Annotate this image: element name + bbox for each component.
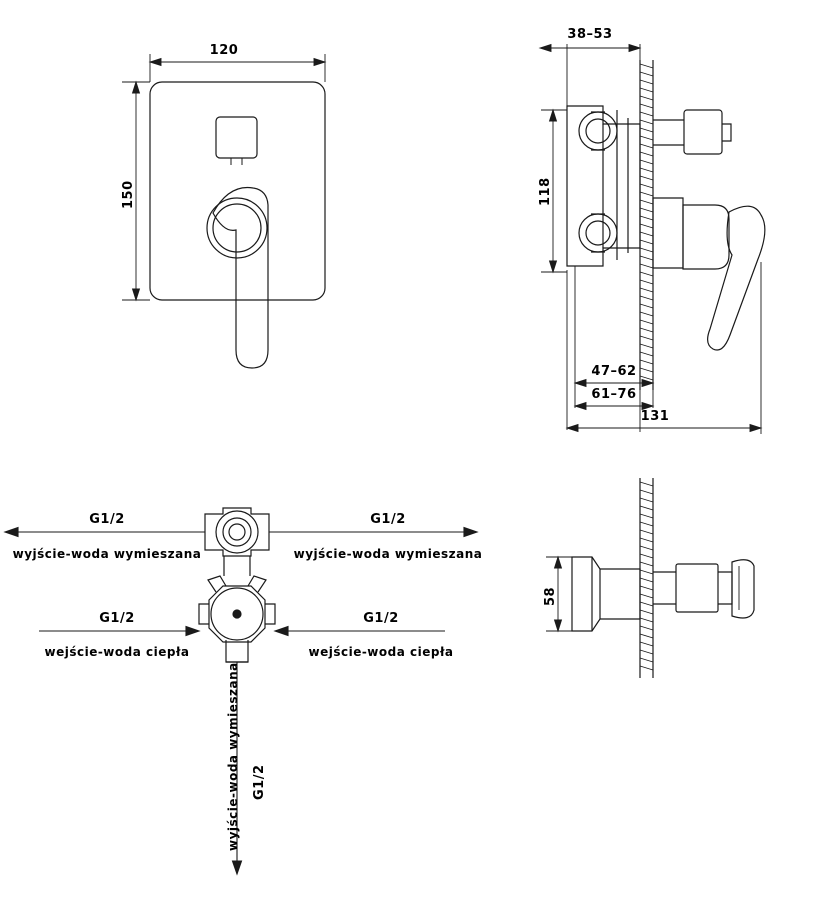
plumbing-schematic-geometry bbox=[199, 508, 275, 662]
port-label-inlet-left: wejście-woda ciepła bbox=[44, 645, 190, 659]
front-width-dimension-label: 120 bbox=[209, 43, 239, 58]
side-wall-depth-dimension-label: 38–53 bbox=[567, 27, 613, 42]
bottom-diverter-height-dimension-label: 58 bbox=[543, 586, 558, 606]
side-view-geometry bbox=[567, 60, 765, 390]
bottom-view-geometry bbox=[572, 478, 754, 678]
side-total-depth-dimension-label: 131 bbox=[640, 409, 670, 424]
front-view-geometry bbox=[150, 82, 325, 368]
front-view-dimensions bbox=[122, 54, 325, 300]
port-thread-outlet-right: G1/2 bbox=[370, 512, 406, 527]
side-outer-depth-dimension-label: 61–76 bbox=[591, 387, 637, 402]
port-label-outlet-right: wyjście-woda wymieszana bbox=[293, 547, 483, 561]
port-label-inlet-right: wejście-woda ciepła bbox=[308, 645, 454, 659]
port-label-outlet-left: wyjście-woda wymieszana bbox=[12, 547, 202, 561]
plumbing-flow-arrows bbox=[5, 528, 477, 875]
port-label-outlet-bottom: wyjście-woda wymieszana bbox=[226, 662, 240, 851]
port-thread-outlet-left: G1/2 bbox=[89, 512, 125, 527]
port-thread-inlet-right: G1/2 bbox=[363, 611, 399, 626]
port-thread-outlet-bottom: G1/2 bbox=[252, 764, 267, 800]
side-inner-depth-dimension-label: 47–62 bbox=[591, 364, 637, 379]
side-body-height-dimension-label: 118 bbox=[538, 177, 553, 206]
port-thread-inlet-left: G1/2 bbox=[99, 611, 135, 626]
front-height-dimension-label: 150 bbox=[121, 180, 136, 209]
